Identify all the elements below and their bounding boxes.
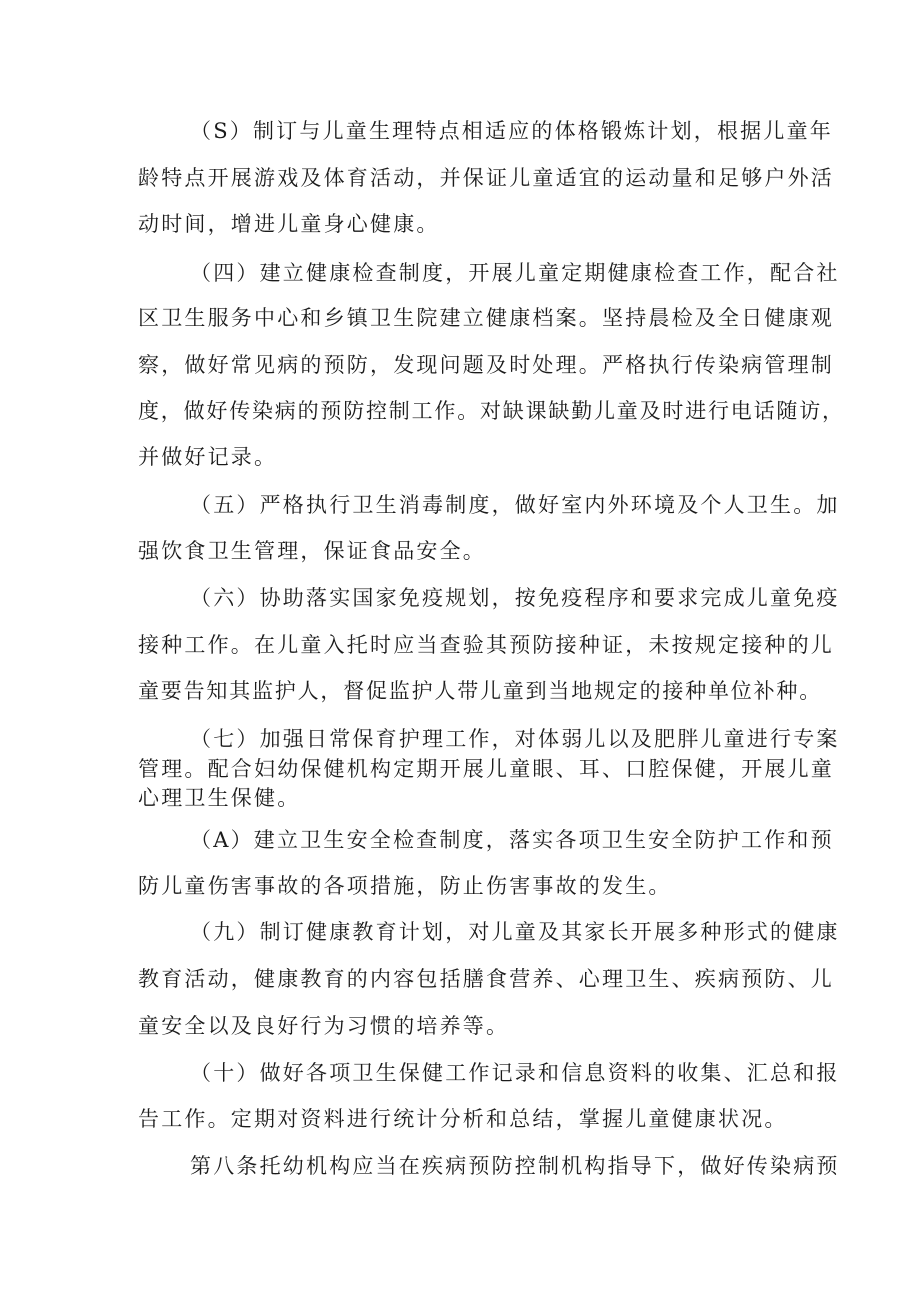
text-line: 强饮食卫生管理，保证食品安全。 — [138, 539, 486, 563]
text-line: （五）严格执行卫生消毒制度，做好室内外环境及个人卫生。加 — [190, 493, 840, 517]
text-line: （A）建立卫生安全检查制度，落实各项卫生安全防护工作和预 — [190, 828, 834, 852]
text-line: 第八条托幼机构应当在疾病预防控制机构指导下，做好传染病预 — [190, 1154, 840, 1178]
text-line: 并做好记录。 — [138, 445, 278, 469]
text-line: 教育活动，健康教育的内容包括膳食营养、心理卫生、疾病预防、儿 — [138, 967, 834, 991]
text-line: 童要告知其监护人，督促监护人带儿童到当地规定的接种单位补种。 — [138, 679, 822, 703]
text-line: （四）建立健康检查制度，开展儿童定期健康检查工作，配合社 — [190, 261, 840, 285]
text-line: 察，做好常见病的预防，发现问题及时处理。严格执行传染病管理制 — [138, 353, 834, 377]
text-line: （六）协助落实国家免疫规划，按免疫程序和要求完成儿童免疫 — [190, 586, 840, 610]
text-line: 防儿童伤害事故的各项措施，防止伤害事故的发生。 — [138, 874, 672, 898]
text-line: （七）加强日常保育护理工作，对体弱儿以及肥胖儿童进行专案 — [190, 727, 840, 751]
text-line: 区卫生服务中心和乡镇卫生院建立健康档案。坚持晨检及全日健康观 — [138, 306, 834, 330]
text-line: 心理卫生保健。 — [138, 786, 301, 810]
text-line: （九）制订健康教育计划，对儿童及其家长开展多种形式的健康 — [190, 920, 840, 944]
text-line: 度，做好传染病的预防控制工作。对缺课缺勤儿童及时进行电话随访， — [138, 399, 845, 423]
text-line: 接种工作。在儿童入托时应当查验其预防接种证，未按规定接种的儿 — [138, 633, 834, 657]
text-line: 动时间，增进儿童身心健康。 — [138, 212, 440, 236]
text-line: 龄特点开展游戏及体育活动，并保证儿童适宜的运动量和足够户外活 — [138, 166, 834, 190]
text-line: 童安全以及良好行为习惯的培养等。 — [138, 1014, 510, 1038]
text-line: （S）制订与儿童生理特点相适应的体格锻炼计划，根据儿童年 — [190, 119, 833, 143]
text-line: 管理。配合妇幼保健机构定期开展儿童眼、耳、口腔保健，开展儿童 — [138, 757, 834, 781]
text-line: 告工作。定期对资料进行统计分析和总结，掌握儿童健康状况。 — [138, 1107, 788, 1131]
text-line: （十）做好各项卫生保健工作记录和信息资料的收集、汇总和报 — [190, 1061, 840, 1085]
